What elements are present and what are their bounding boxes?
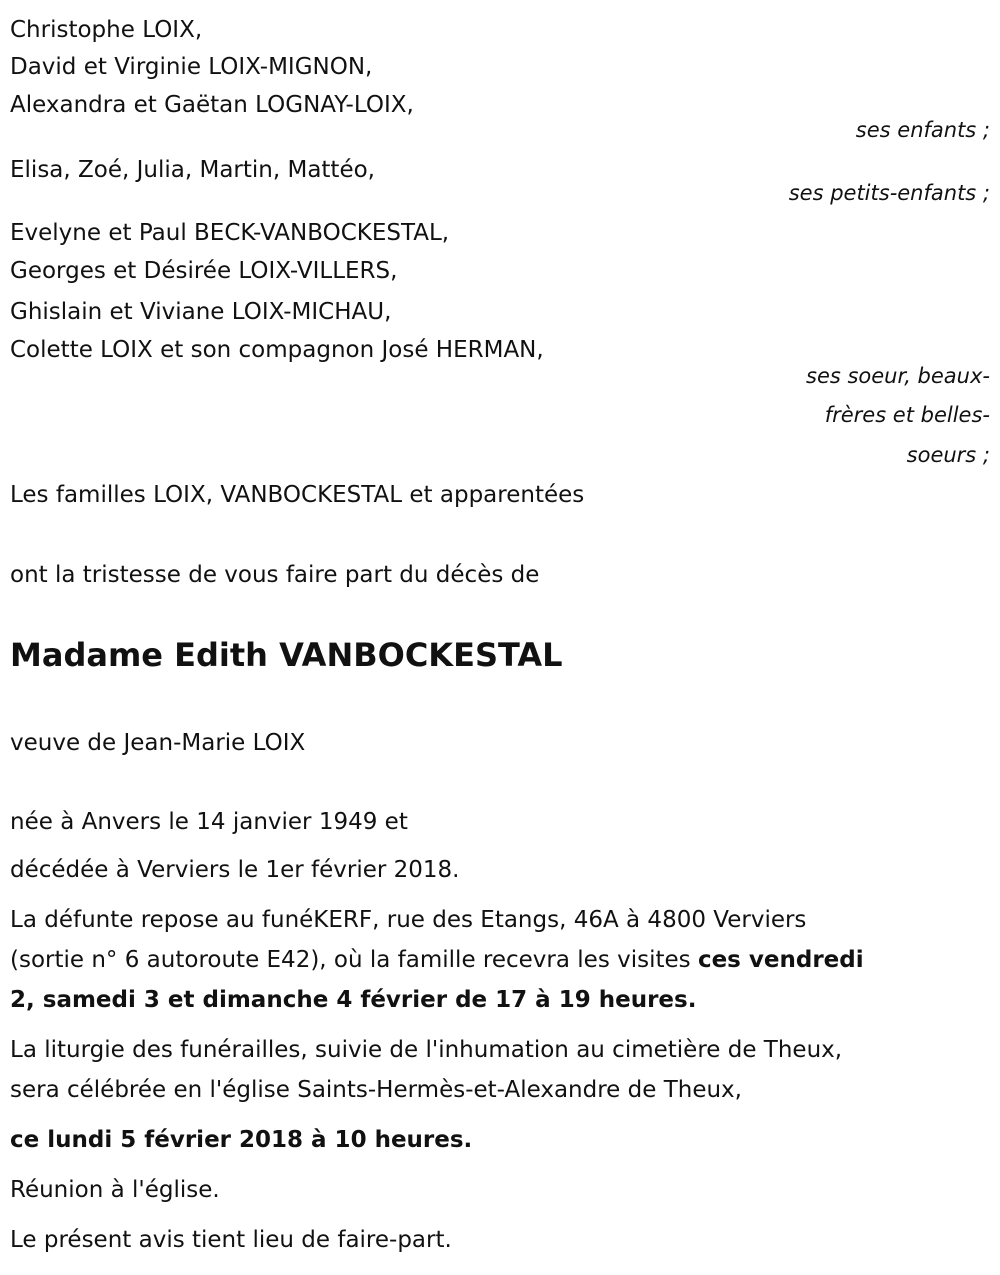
birth: née à Anvers le 14 janvier 1949 et xyxy=(10,809,408,835)
child-line: David et Virginie LOIX-MIGNON, xyxy=(10,54,373,80)
siblings-role: frères et belles- xyxy=(824,403,990,427)
grandchildren-role: ses petits-enfants ; xyxy=(788,181,990,205)
grandchildren: Elisa, Zoé, Julia, Martin, Mattéo, xyxy=(10,157,375,183)
visit-dates: 2, samedi 3 et dimanche 4 février de 17 à 19 heures. xyxy=(10,987,697,1013)
death: décédée à Verviers le 1er février 2018. xyxy=(10,857,460,883)
widow-of: veuve de Jean-Marie LOIX xyxy=(10,730,306,756)
visit-line: La défunte repose au funéKERF, rue des Etangs, 46A à 4800 Verviers xyxy=(10,907,807,933)
sibling-line: Georges et Désirée LOIX-VILLERS, xyxy=(10,258,398,284)
sibling-line: Ghislain et Viviane LOIX-MICHAU, xyxy=(10,299,392,325)
announcement: ont la tristesse de vous faire part du décès de xyxy=(10,562,540,588)
child-line: Christophe LOIX, xyxy=(10,17,203,43)
visit-line xyxy=(10,945,864,975)
visit-dates: ces vendredi xyxy=(697,947,864,973)
liturgy-date: ce lundi 5 février 2018 à 10 heures. xyxy=(10,1127,473,1153)
liturgy-line: sera célébrée en l'église Saints-Hermès-et-Alexandre de Theux, xyxy=(10,1077,742,1103)
notice: Le présent avis tient lieu de faire-part. xyxy=(10,1227,452,1253)
liturgy-line: La liturgie des funérailles, suivie de l'inhumation au cimetière de Theux, xyxy=(10,1037,843,1063)
child-line: Alexandra et Gaëtan LOGNAY-LOIX, xyxy=(10,92,414,118)
siblings-role: ses soeur, beaux- xyxy=(806,364,990,388)
meeting: Réunion à l'église. xyxy=(10,1177,220,1203)
deceased-name: Madame Edith VANBOCKESTAL xyxy=(10,636,563,674)
families: Les familles LOIX, VANBOCKESTAL et apparentées xyxy=(10,482,585,508)
sibling-line: Evelyne et Paul BECK-VANBOCKESTAL, xyxy=(10,220,450,246)
siblings-role: soeurs ; xyxy=(906,443,990,467)
sibling-line: Colette LOIX et son compagnon José HERMAN, xyxy=(10,337,544,363)
children-role: ses enfants ; xyxy=(855,118,990,142)
visit-text: (sortie n° 6 autoroute E42), où la famille recevra les visites xyxy=(10,947,698,973)
